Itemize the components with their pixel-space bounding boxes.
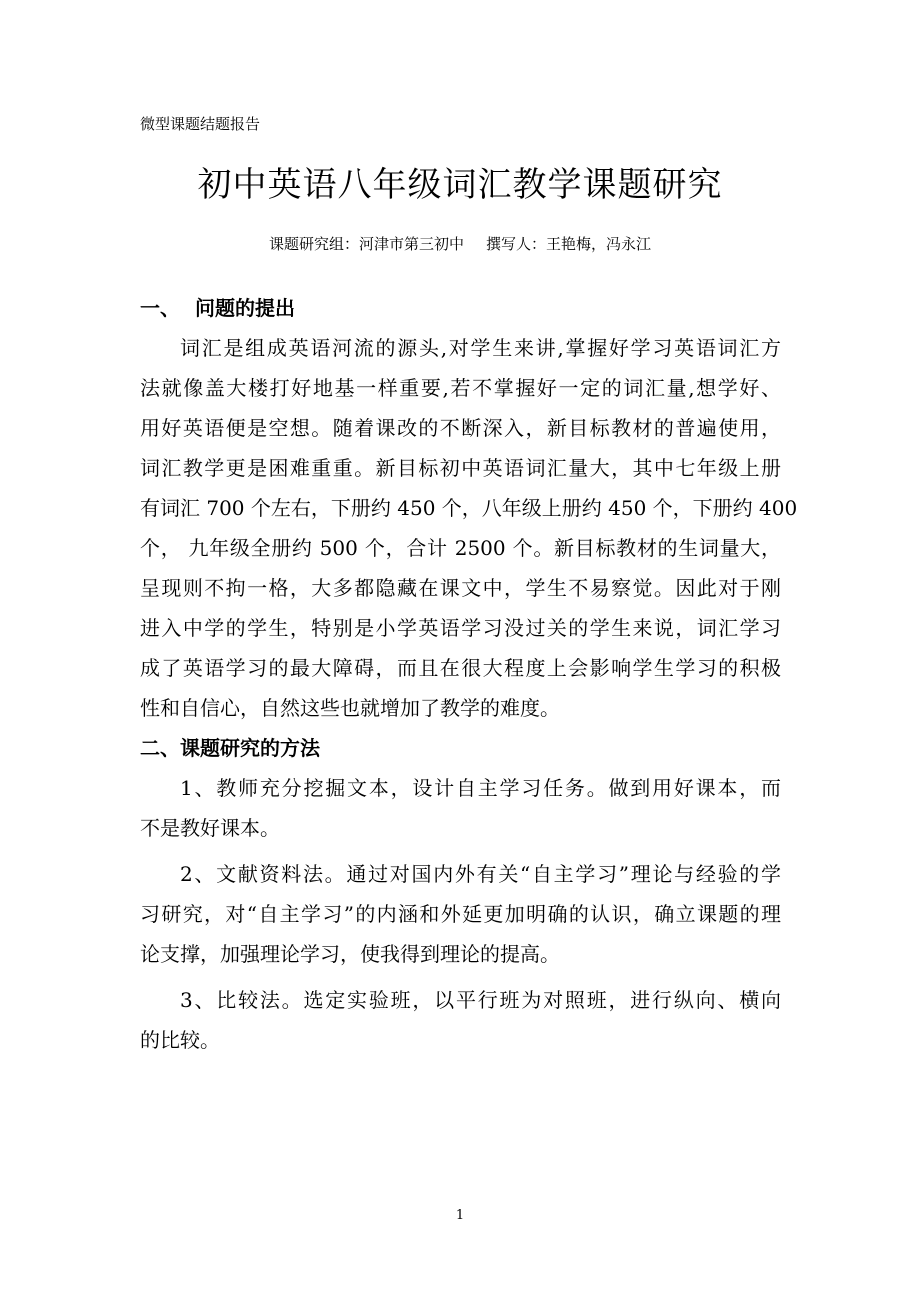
document-title: 初中英语八年级词汇教学课题研究 (197, 165, 723, 205)
research-group: 课题研究组：河津市第三初中 (268, 235, 464, 253)
paragraph-line: 3、比较法。选定实验班，以平行班为对照班，进行纵向、横向 (180, 988, 781, 1012)
document-type-label: 微型课题结题报告 (140, 115, 261, 133)
paragraph-problem (140, 328, 798, 728)
paragraph-line: 不是教好课本。 (140, 816, 280, 840)
paragraph-line: 习研究，对“自主学习”的内涵和外延更加明确的认识，确立课题的理 (140, 902, 781, 926)
paragraph-method-3 (140, 980, 781, 1060)
paragraph-line: 词汇是组成英语河流的源头,对学生来讲,掌握好学习英语词汇方 (180, 336, 781, 360)
paragraph-line: 有词汇 700 个左右，下册约 450 个，八年级上册约 450 个，下册约 400 (140, 496, 798, 520)
paragraph-method-1 (140, 768, 781, 848)
paragraph-method-2 (140, 854, 781, 974)
section-number: 一、 (140, 296, 180, 320)
paragraph-line: 论支撑，加强理论学习，使我得到理论的提高。 (140, 942, 560, 966)
paragraph-line: 1、教师充分挖掘文本，设计自主学习任务。做到用好课本，而 (180, 776, 781, 800)
author-line (0, 234, 920, 254)
paragraph-line: 性和自信心，自然这些也就增加了教学的难度。 (140, 696, 560, 720)
paragraph-line: 呈现则不拘一格，大多都隐藏在课文中，学生不易察觉。因此对于刚 (140, 576, 781, 600)
paragraph-line: 法就像盖大楼打好地基一样重要,若不掌握好一定的词汇量,想学好、 (140, 376, 781, 400)
section-heading-text: 问题的提出 (195, 296, 295, 320)
page-number: 1 (455, 1208, 465, 1223)
authors: 撰写人：王艳梅，冯永江 (486, 235, 652, 253)
paragraph-line: 的比较。 (140, 1028, 220, 1052)
paragraph-line: 2、文献资料法。通过对国内外有关“自主学习”理论与经验的学 (180, 862, 781, 886)
paragraph-line: 个， 九年级全册约 500 个，合计 2500 个。新目标教材的生词量大， (140, 536, 781, 560)
paragraph-line: 词汇教学更是困难重重。新目标初中英语词汇量大，其中七年级上册 (140, 456, 781, 480)
paragraph-line: 成了英语学习的最大障碍，而且在很大程度上会影响学生学习的积极 (140, 656, 781, 680)
section-heading-problem (140, 288, 781, 328)
paragraph-line: 用好英语便是空想。随着课改的不断深入，新目标教材的普遍使用， (140, 416, 781, 440)
paragraph-line: 进入中学的学生，特别是小学英语学习没过关的学生来说，词汇学习 (140, 616, 781, 640)
document-body (140, 288, 798, 1060)
section-heading-methods: 二、课题研究的方法 (140, 736, 320, 760)
